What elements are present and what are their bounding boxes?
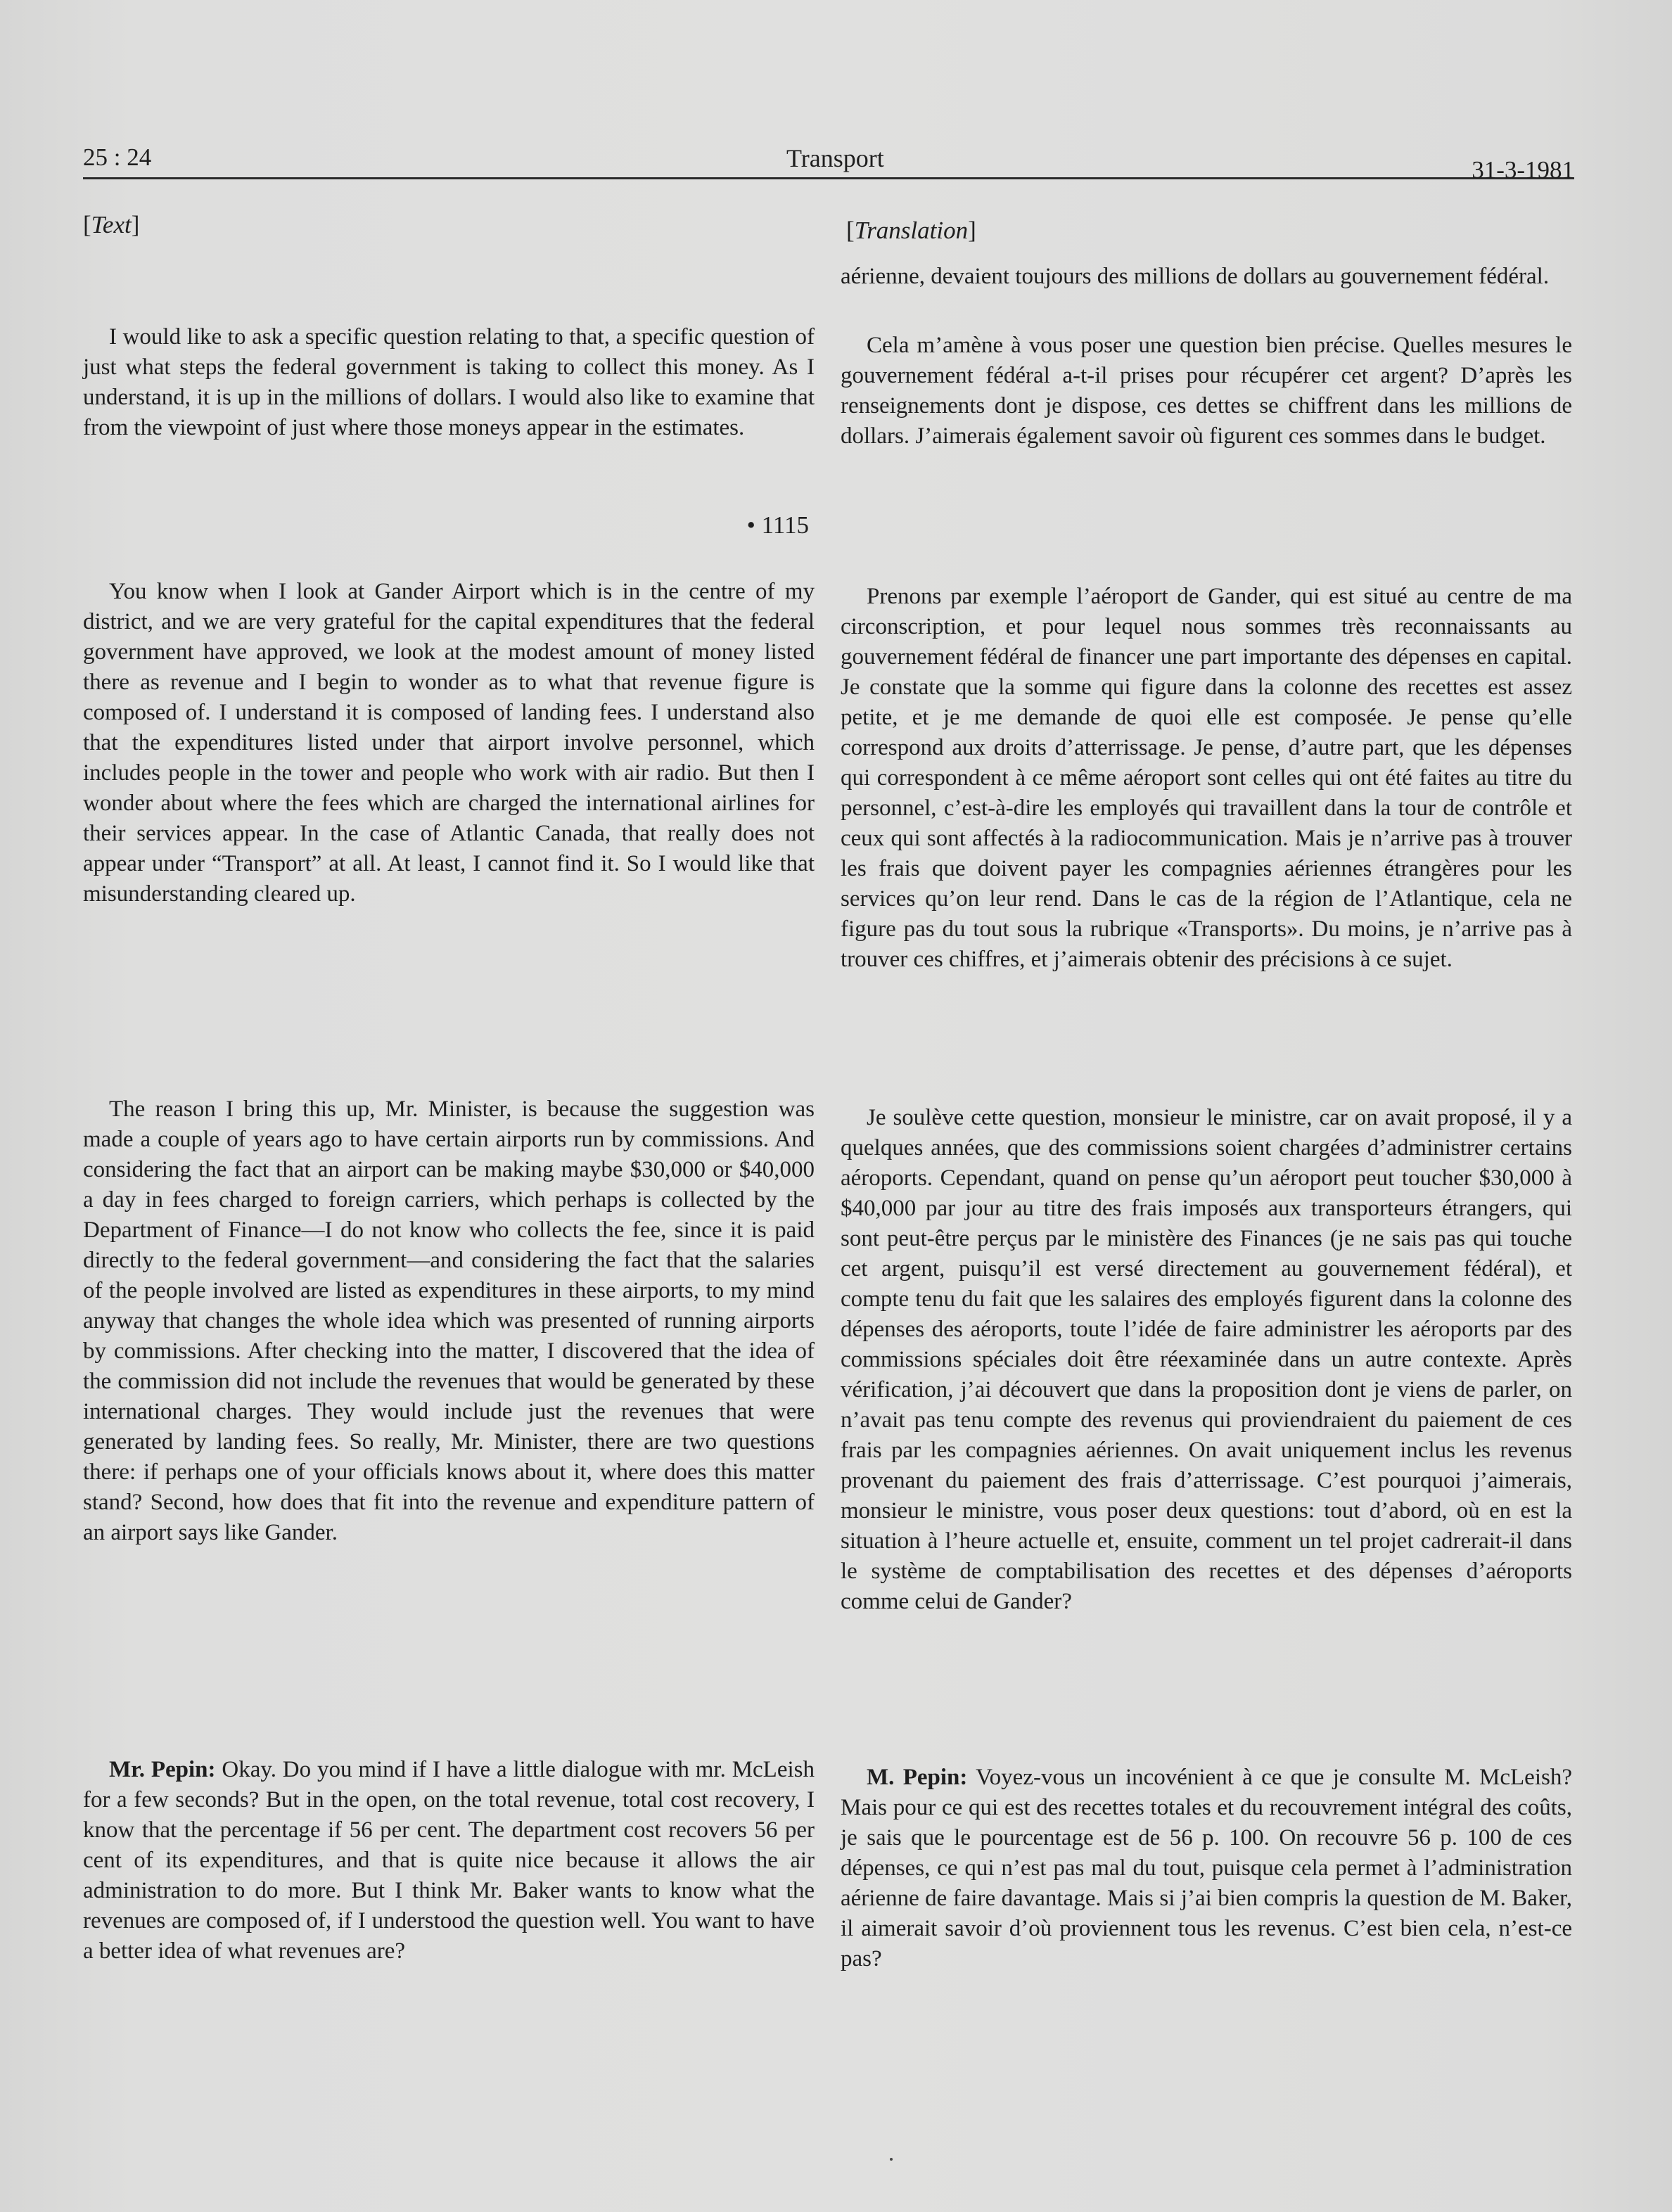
left-paragraph-1: I would like to ask a specific question relating to that, a specific question of just what steps the federal government is taking to collect this money. As I understand, it is up in the millions of dollars. I would also like to examine that from the viewpoint of just where those moneys appear in the estimates. — [83, 324, 815, 440]
page-title: Transport — [786, 144, 884, 172]
right-paragraph-5: M. Pepin: Voyez-vous un incovénient à ce que je consulte M. McLeish? Mais pour ce qui est des recettes totales et du recouvrement intégral des coûts, je sais que le pourcentage est de 56 p. 100. On recouvre 56 p. 100 de ces dépenses, ce qui n’est pas mal du tout, puisque cela permet à l’administration aérienne de faire davantage. Mais si j’ai bien compris la question de M. Baker, il aimerait savoir d’où proviennent tous les revenus. C’est bien cela, n’est-ce pas? — [841, 1765, 1572, 1971]
speaker-name: M. Pepin: — [867, 1765, 968, 1790]
page-header — [83, 141, 1574, 184]
left-paragraph-3: The reason I bring this up, Mr. Minister, is because the suggestion was made a couple of years ago to have certain airports run by commissions. And considering the fact that an airport can be making maybe $30,000 or $40,000 a day in fees charged to foreign carriers, which perhaps is collected by the Department of Finance—I do not know who collects the fee, since it is paid directly to the federal government—and considering the fact that the salaries of the people involved are listed as expenditures in these airports, to my mind anyway that changes the whole idea which was presented of running airports by commissions. After checking into the matter, I discovered that the idea of the commission did not include the revenues that would be generated by these international charges. They would include just the revenues that were generated by landing fees. So really, Mr. Minister, there are two questions there: if perhaps one of your officials knows about it, where does this matter stand? Second, how does that fit into the revenue and expenditure pattern of an airport says like Gander. — [83, 1097, 815, 1545]
right-paragraph-4: Je soulève cette question, monsieur le ministre, car on avait proposé, il y a quelques années, que des commissions soient chargées d’administrer certains aéroports. Cependant, quand on pense qu’un aéroport peut toucher $30,000 à $40,000 par jour au titre des frais imposés aux transporteurs étrangers, qui sont peut-être perçus par le ministère des Finances (je ne sais pas qui touche cet argent, puisqu’il est versé directement au gouvernement fédéral), et compte tenu du fait que les salaires des employés figurent dans la colonne des dépenses des aéroports, toute l’idée de faire administrer les aéroports par des commissions spéciales doit être réexaminée dans un autre contexte. Après vérification, j’ai découvert que dans la proposition dont je viens de parler, on n’avait pas tenu compte des revenus qui proviendraient du paiement de ces frais par les compagnies aériennes. On avait uniquement inclus les revenus provenant du paiement des frais d’atterrissage. C’est pourquoi j’aimerais, monsieur le ministre, vous poser deux questions: tout d’abord, où en est la situation à l’heure actuelle et, ensuite, comment un tel projet cadrerait-il dans le système de comptabilisation des recettes et des dépenses d’aéroports comme celui de Gander? — [841, 1105, 1572, 1614]
time-marker: • 1115 — [746, 511, 809, 539]
right-column-label: [Translation] — [846, 217, 976, 244]
right-paragraph-2: Cela m’amène à vous poser une question bien précise. Quelles mesures le gouvernement fédéral a-t-il prises pour récupérer cet argent? D’après les renseignements dont je dispose, ces dettes se chiffrent dans les millions de dollars. J’aimerais également savoir où figurent ces sommes dans le budget. — [841, 333, 1572, 449]
page-date: 31-3-1981 — [1472, 156, 1574, 184]
left-paragraph-4: Mr. Pepin: Okay. Do you mind if I have a little dialogue with mr. McLeish for a few seconds? But in the open, on the total revenue, total cost recovery, I know that the percentage if 56 per cent. The department cost recovers 56 per cent of its expenditures, and that is quite nice because it allows the air administration to do more. But I think Mr. Baker wants to know what the revenues are composed of, if I understood the question well. You want to have a better idea of what revenues are? — [83, 1757, 815, 1964]
ink-speck — [890, 2158, 893, 2161]
page-number: 25 : 24 — [83, 143, 152, 171]
speaker-name: Mr. Pepin: — [109, 1757, 216, 1782]
right-paragraph-1: aérienne, devaient toujours des millions de dollars au gouvernement fédéral. — [841, 264, 1550, 289]
right-paragraph-3: Prenons par exemple l’aéroport de Gander, qui est situé au centre de ma circonscription, et pour lequel nous sommes très reconnaissants au gouvernement fédéral de financer une part importante des dépenses en capital. Je constate que la somme qui figure dans la colonne des recettes est assez petite, et je me demande de quoi elle est composée. Je pense qu’elle correspond aux droits d’atterrissage. Je pense, d’autre part, que les dépenses qui correspondent à ce même aéroport sont celles qui ont été faites au titre du personnel, c’est-à-dire les employés qui travaillent dans la tour de contrôle et ceux qui sont affectés à la radiocommunication. Mais je n’arrive pas à trouver les frais que doivent payer les compagnies aériennes étrangères pour les services qu’on leur rend. Dans le cas de la région de l’Atlantique, cela ne figure pas du tout sous la rubrique «Transports». Du moins, je n’arrive pas à trouver ces chiffres, et j’aimerais obtenir des précisions à ce sujet. — [841, 584, 1572, 972]
left-column-label: [Text] — [83, 211, 140, 238]
left-paragraph-2: You know when I look at Gander Airport which is in the centre of my district, and we are very grateful for the capital expenditures that the federal government have approved, we look at the modest amount of money listed there as revenue and I begin to wonder as to what that revenue figure is composed of. I understand it is composed of landing fees. I understand also that the expenditures listed under that airport involve personnel, which includes people in the tower and people who work with air radio. But then I wonder about where the fees which are charged the international airlines for their services appear. In the case of Atlantic Canada, that really does not appear under “Transport” at all. At least, I cannot find it. So I would like that misunderstanding cleared up. — [83, 579, 815, 907]
